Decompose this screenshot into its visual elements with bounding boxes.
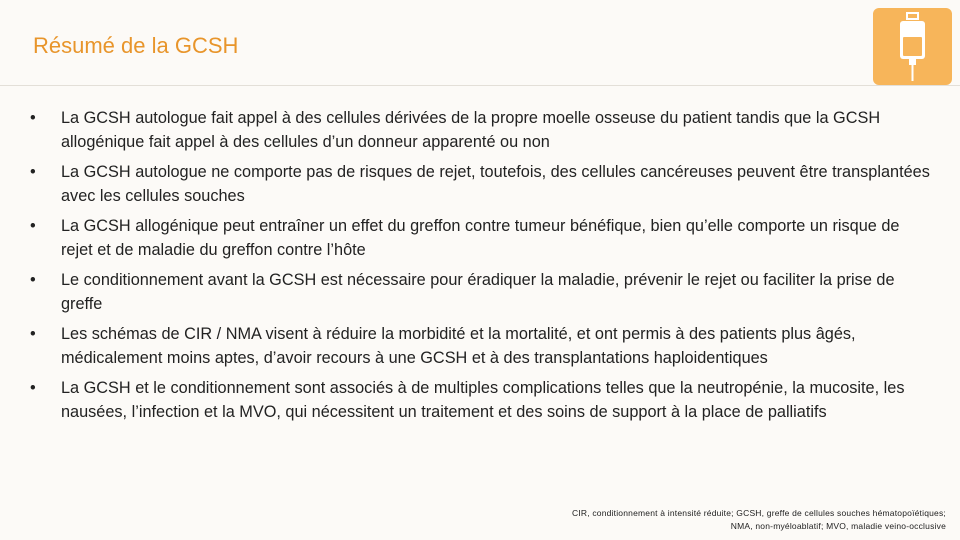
topic-badge <box>873 8 952 85</box>
bullet-marker: • <box>30 217 36 235</box>
footnote-line: CIR, conditionnement à intensité réduite; GCSH, greffe de cellules souches hématopoïétiques; <box>571 508 946 518</box>
bullet-list <box>30 106 930 430</box>
title-divider <box>0 85 960 86</box>
bullet-text: La GCSH autologue ne comporte pas de risques de rejet, toutefois, des cellules cancéreuses peuvent être transplantées avec les cellules souches <box>61 163 930 205</box>
bullet-marker: • <box>30 163 36 181</box>
bullet-marker: • <box>30 109 36 127</box>
bullet-text: Les schémas de CIR / NMA visent à réduire la morbidité et la mortalité, et ont permis à des patients plus âgés, médicalement moins aptes, d’avoir recours à une GCSH et à des transplantations haploidentiques <box>61 325 856 367</box>
bullet-marker: • <box>30 325 36 343</box>
bullet-item <box>30 322 930 370</box>
footnote-line: NMA, non-myéloablatif; MVO, maladie veino-occlusive <box>730 521 946 531</box>
bullet-item <box>30 268 930 316</box>
bullet-text: La GCSH allogénique peut entraîner un effet du greffon contre tumeur bénéfique, bien qu’elle comporte un risque de rejet et de maladie du greffon contre l’hôte <box>61 217 900 259</box>
bullet-marker: • <box>30 379 36 397</box>
bullet-item <box>30 376 930 424</box>
bullet-marker: • <box>30 271 36 289</box>
bullet-text: Le conditionnement avant la GCSH est nécessaire pour éradiquer la maladie, prévenir le rejet ou faciliter la prise de greffe <box>61 271 895 313</box>
abbreviations-footnote <box>426 507 946 533</box>
bullet-item <box>30 106 930 154</box>
bullet-text: La GCSH autologue fait appel à des cellules dérivées de la propre moelle osseuse du patient tandis que la GCSH allogénique fait appel à des cellules d’un donneur apparenté ou non <box>61 109 881 151</box>
iv-bag-icon <box>873 8 952 85</box>
bullet-item <box>30 214 930 262</box>
bullet-item <box>30 160 930 208</box>
slide-title: Résumé de la GCSH <box>33 33 239 58</box>
bullet-text: La GCSH et le conditionnement sont associés à de multiples complications telles que la neutropénie, la mucosite, les nausées, l’infection et la MVO, qui nécessitent un traitement et des soins de support à la place de palliatifs <box>61 379 905 421</box>
